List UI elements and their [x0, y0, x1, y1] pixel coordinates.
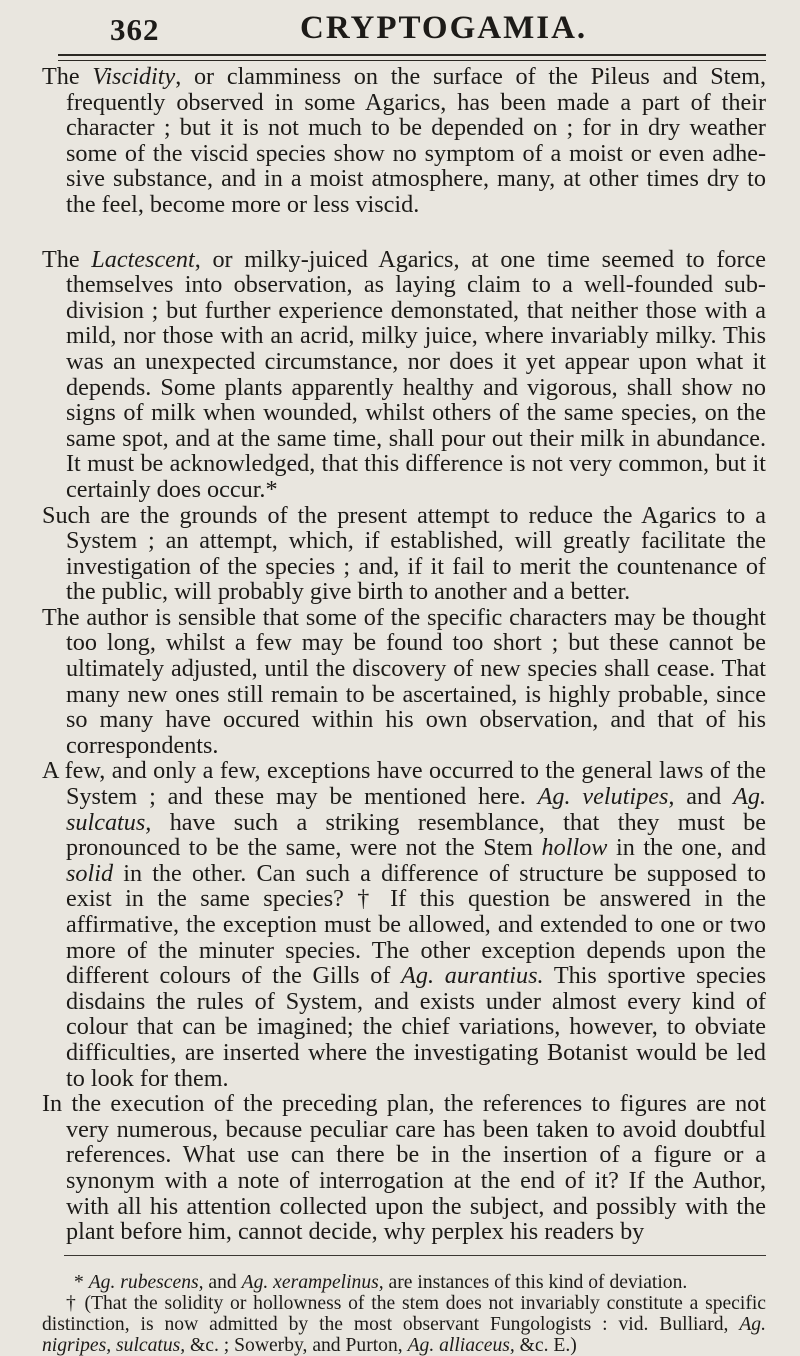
- italic-text: Ag. alliaceus,: [407, 1334, 515, 1356]
- italic-text: Ag. aurantius.: [401, 962, 544, 990]
- text-run: in the one, and: [607, 834, 766, 862]
- italic-text: Ag. velutipes,: [537, 783, 675, 811]
- italic-text: Ag. sulcatus,: [66, 783, 766, 836]
- text-run: and: [674, 783, 734, 811]
- text-run: and: [203, 1271, 242, 1293]
- text-run: This sportive species disdains the rules of System, and exists under almost every kind of colour that can be imagined; the chief variations, however, to obviate difficulties, are inserted where the investigating Botanist would be led to look for them.: [66, 962, 766, 1092]
- text-run: have such a striking resemblance, that they must be pronounced to be the same, were not the Stem: [66, 808, 766, 862]
- italic-text: Ag. rubescens,: [88, 1271, 204, 1293]
- italic-text: solid: [66, 859, 114, 887]
- paragraph-lactescent: [42, 247, 766, 503]
- running-head: CRYPTOGAMIA.: [300, 10, 588, 46]
- text-run: The: [42, 63, 93, 90]
- text-run: &c. E.): [514, 1334, 577, 1356]
- text-run: , or milky-juiced Agarics, at one time seemed to force themselves into observation, as laying claim to a well-founded sub-division ; but further experience demonstated, that neither those with a mild, nor those with an acrid, milky juice, where invariably milky. This was an unexpected circumstance, nor does it yet appear upon what it depends. Some plants apparently healthy and vigorous, shall show no signs of milk when wounded, whilst others of the same species, on the same spot, and at the same time, shall pour out their milk in abundance. It must be acknowledged, that this difference is not very common, but it certainly does occur.*: [66, 245, 766, 503]
- italic-text: Ag. nigripes, sulcatus,: [42, 1313, 766, 1356]
- text-run: , or clamminess on the surface of the Pileus and Stem, frequently observed in some Agarics, has been made a part of their character ; but it is not much to be depended on ; for in dry weather some of the viscid species show no symptom of a moist or even adhe-sive substance, and in a moist atmosphere, many, at other times dry to the feel, become more or less viscid.: [66, 63, 766, 218]
- italic-text: Viscidity: [92, 63, 176, 90]
- paragraph-exceptions: [42, 758, 766, 1091]
- text-run: in the other. Can such a difference of structure be supposed to exist in the same species? † If this question be answered in the affirmative, the exception must be allowed, and extended to one or two more of the minuter species. The other exception depends upon the different colours of the Gills of: [66, 859, 766, 990]
- text-run: In the execution of the preceding plan, the references to figures are not very numerous, because peculiar care has been taken to avoid doubtful references. What use can there be in the insertion of a figure or a synonym with a note of interrogation at the end of it? If the Author, with all his attention collected upon the subject, and possibly with the plant before him, cannot decide, why perplex his readers by: [42, 1090, 766, 1246]
- footnotes: [42, 1272, 766, 1356]
- text-run: are instances of this kind of deviation.: [383, 1271, 688, 1293]
- text-run: Such are the grounds of the present attempt to reduce the Agarics to a System ; an attempt, which, if established, will greatly facilitate the investigation of the species ; and, if it fail to merit the countenance of the public, will probably give birth to another and a better.: [42, 501, 766, 606]
- text-run: † (That the solidity or hollowness of the stem does not invariably constitute a specific distinction, is now admitted by the most observant Fungologists : vid. Bulliard,: [42, 1292, 766, 1335]
- page-number: 362: [110, 12, 160, 47]
- italic-text: hollow: [541, 834, 608, 862]
- header-rule: [58, 54, 766, 61]
- text-run: The author is sensible that some of the specific characters may be thought too long, whilst a few may be found too short ; but these cannot be ultimately adjusted, until the discovery of new species shall cease. That many new ones still remain to be ascertained, is highly probable, since so many have occured within his own observation, and that of his correspondents.: [42, 603, 766, 759]
- italic-text: Lactescent: [91, 245, 195, 273]
- paragraph-grounds: [42, 503, 766, 605]
- text-run: *: [74, 1271, 89, 1293]
- footnote-rule: [64, 1255, 766, 1256]
- page-header: [42, 0, 766, 62]
- text-run: &c. ; Sowerby, and Purton,: [185, 1334, 408, 1356]
- paragraph-viscidity: [42, 64, 766, 218]
- italic-text: Ag. xerampelinus,: [241, 1271, 384, 1293]
- body-text: [42, 64, 766, 1245]
- text-run: A few, and only a few, exceptions have occurred to the general laws of the System ; and these may be mentioned here.: [42, 757, 766, 811]
- footnote-dagger: [42, 1293, 766, 1356]
- paragraph-references: [42, 1091, 766, 1245]
- text-run: The: [42, 245, 92, 273]
- footnote-asterisk: [42, 1272, 766, 1293]
- paragraph-author-sensible: [42, 605, 766, 759]
